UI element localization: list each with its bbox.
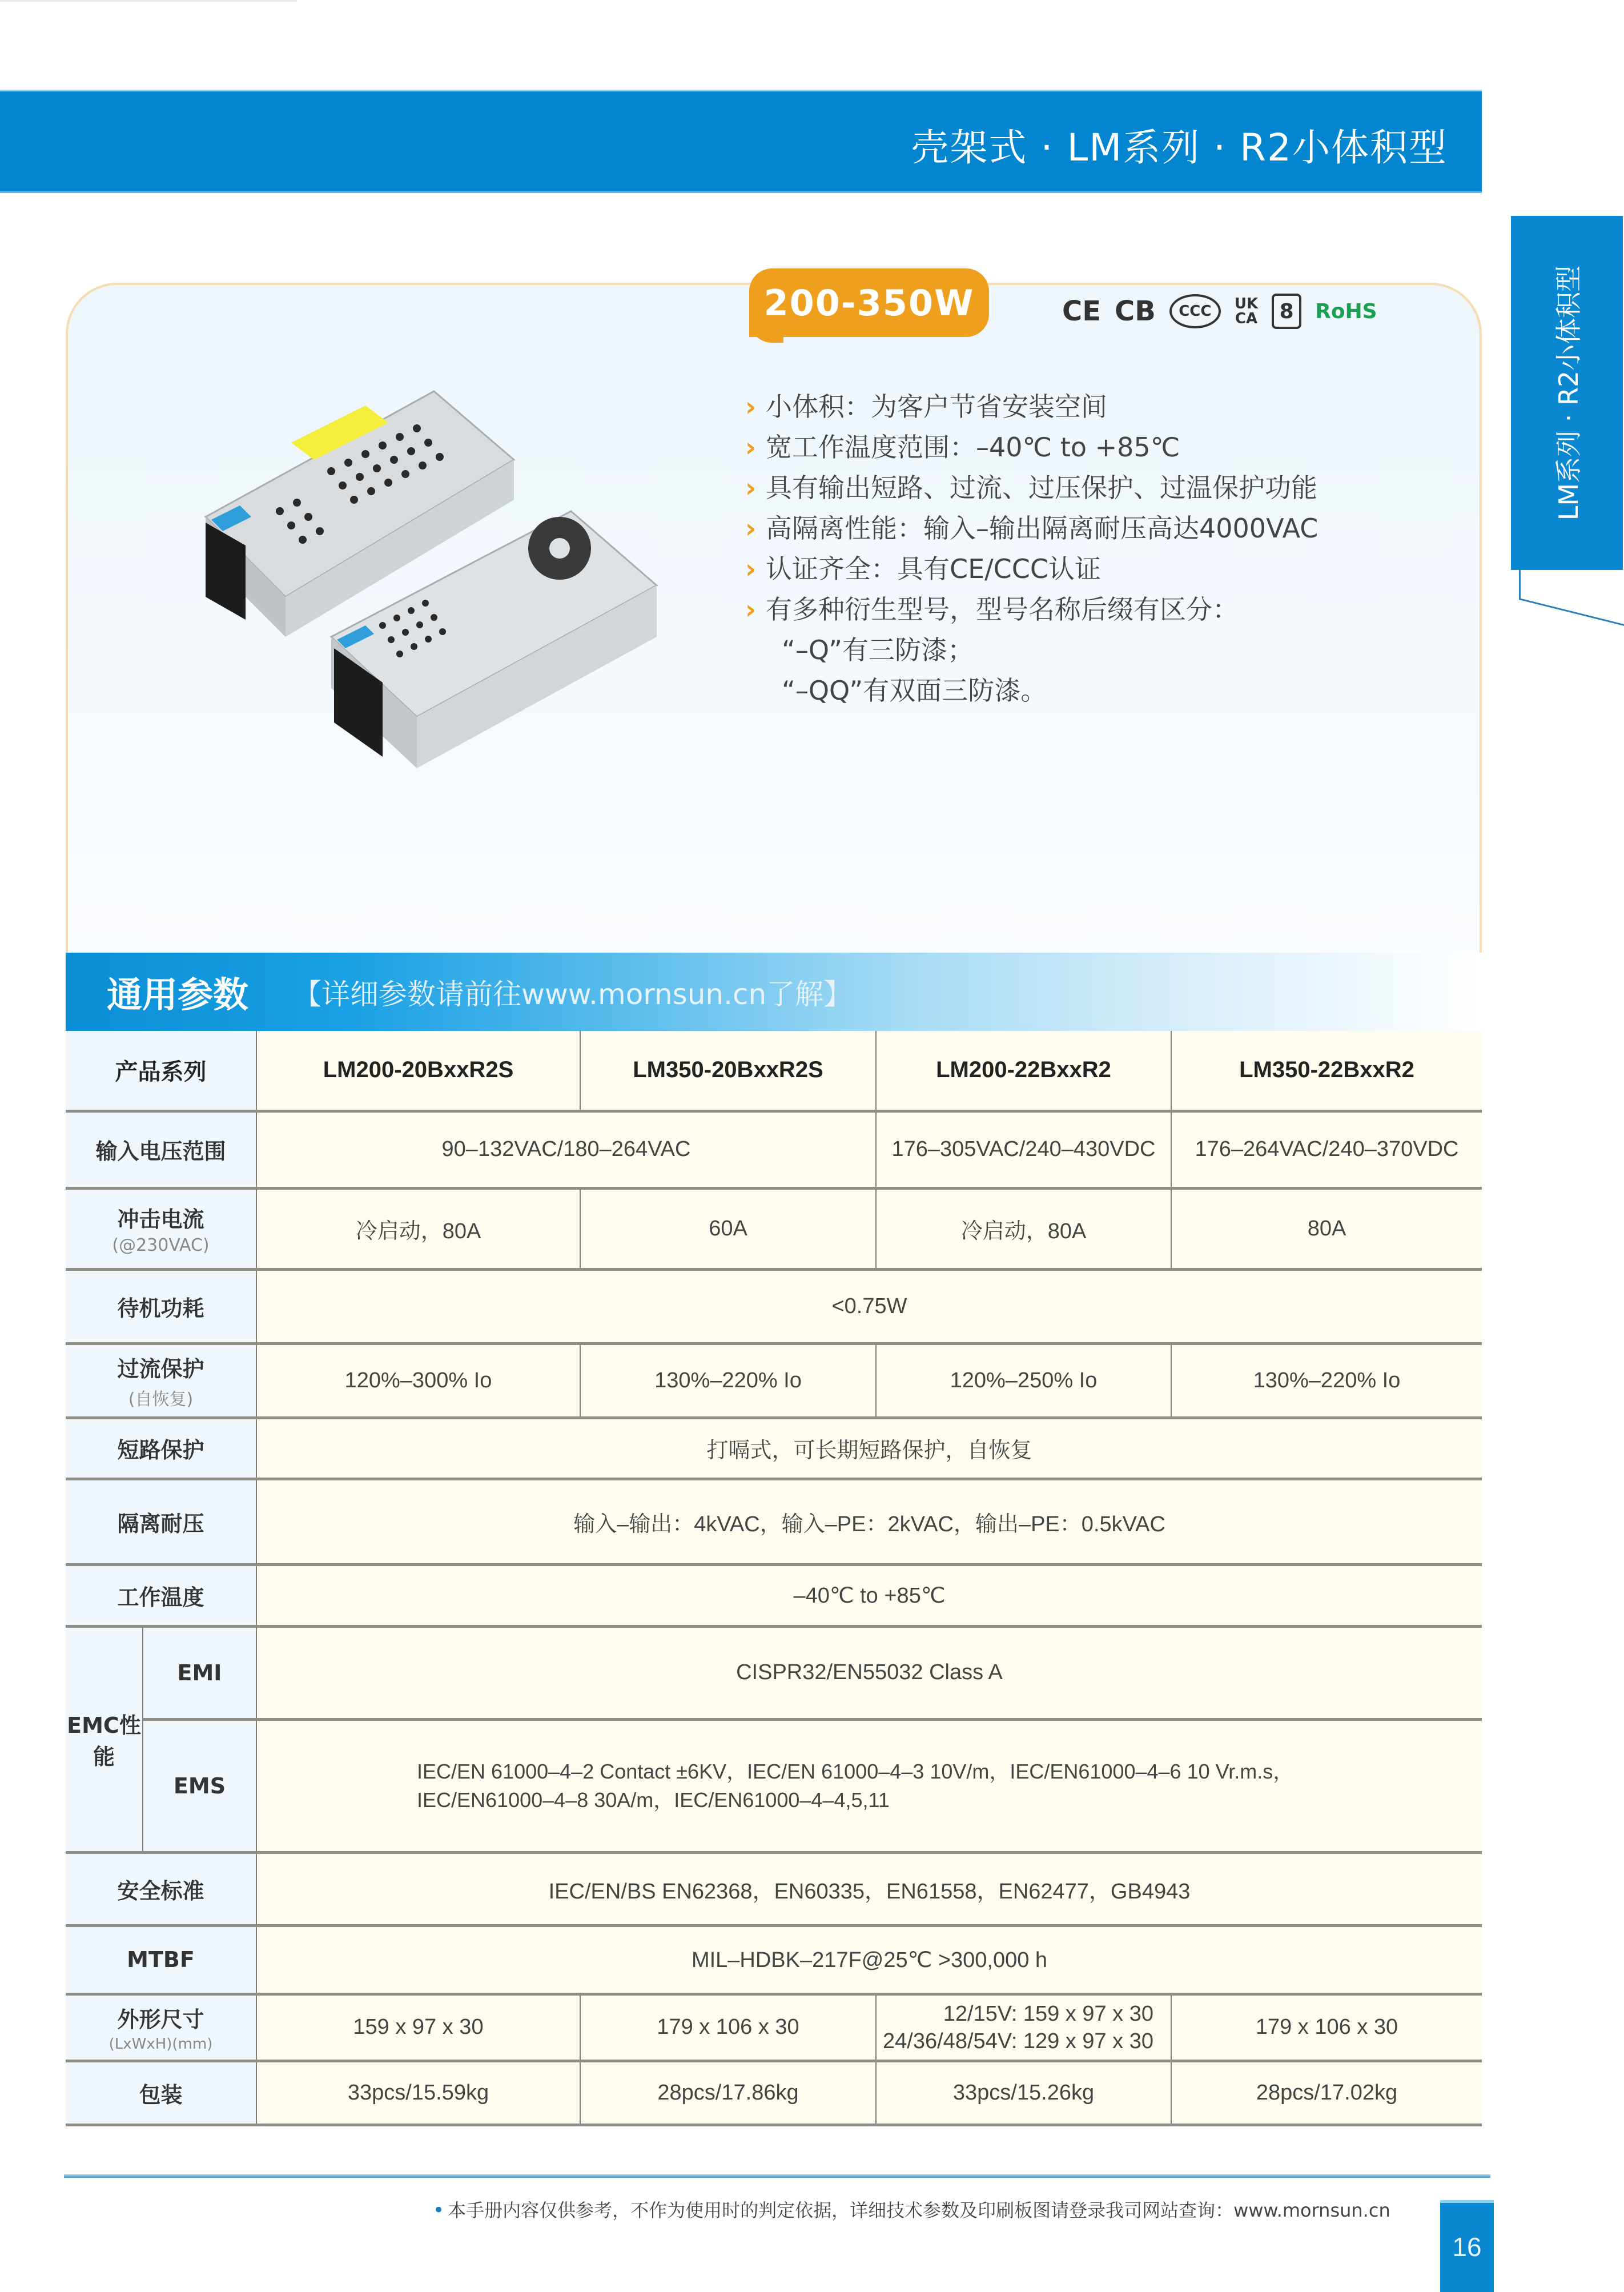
cb-mark-icon: CB: [1115, 295, 1156, 327]
feature-item: [745, 589, 1318, 630]
feature-text: 认证齐全：具有CE/CCC认证: [766, 553, 1102, 584]
page-number: 16: [1440, 2200, 1494, 2292]
table-cell: 冷启动，80A: [876, 1188, 1171, 1269]
model-cell: LM200-20BxxR2S: [256, 1031, 580, 1111]
table-cell: 176–264VAC/240–370VDC: [1171, 1111, 1482, 1188]
table-row-operating-temp: [66, 1564, 1482, 1626]
row-label: 短路保护: [66, 1418, 256, 1479]
feature-item: [745, 427, 1318, 468]
row-label: 待机功耗: [66, 1269, 256, 1343]
dimension-line: 24/36/48/54V: 129 x 97 x 30: [883, 2029, 1153, 2053]
table-cell: [876, 1994, 1171, 2061]
feature-text: 高隔离性能：输入–输出隔离耐压高达4000VAC: [766, 513, 1319, 544]
feature-item: [745, 508, 1318, 549]
ce-mark-icon: CE: [1062, 295, 1102, 327]
row-label-main: 冲击电流: [117, 1207, 204, 1232]
power-range-badge: 200-350W: [749, 268, 989, 337]
footer-text: 本手册内容仅供参考，不作为使用时的判定依据，详细技术参数及印刷板图请登录我司网站查询：www.mornsun.cn: [448, 2199, 1390, 2221]
chevron-right-icon: ›: [745, 391, 756, 422]
row-label-sub: (自恢复): [128, 1389, 194, 1410]
row-label: 工作温度: [66, 1564, 256, 1626]
feature-text: 具有输出短路、过流、过压保护、过温保护功能: [766, 472, 1317, 503]
ems-line: IEC/EN61000–4–8 30A/m，IEC/EN61000–4–4,5,11: [417, 1788, 890, 1812]
table-row-packaging: [66, 2061, 1482, 2125]
row-label: [66, 1188, 256, 1269]
row-label: 产品系列: [66, 1031, 256, 1111]
table-cell: 输入–输出：4kVAC，输入–PE：2kVAC，输出–PE：0.5kVAC: [256, 1479, 1482, 1564]
table-cell: 179 x 106 x 30: [1171, 1994, 1482, 2061]
row-label-sub: (LxWxH)(mm): [108, 2036, 213, 2053]
table-cell: 60A: [580, 1188, 876, 1269]
feature-list: [745, 387, 1318, 711]
chevron-right-icon: ›: [745, 594, 756, 625]
table-cell: 130%–220% Io: [580, 1343, 876, 1418]
table-cell: 120%–300% Io: [256, 1343, 580, 1418]
row-label: [66, 1994, 256, 2061]
table-row-emi: [66, 1626, 1482, 1719]
table-row-models: [66, 1031, 1482, 1111]
bullet-icon: •: [433, 2199, 445, 2222]
table-cell: 130%–220% Io: [1171, 1343, 1482, 1418]
table-cell: <0.75W: [256, 1269, 1482, 1343]
table-cell: 打嗝式，可长期短路保护，自恢复: [256, 1418, 1482, 1479]
ukca-mark-icon: [1235, 296, 1258, 326]
feature-item: [745, 468, 1318, 508]
chevron-right-icon: ›: [745, 513, 756, 544]
table-cell: MIL–HDBK–217F@25℃ >300,000 h: [256, 1925, 1482, 1994]
row-label: 包装: [66, 2061, 256, 2125]
table-cell: 159 x 97 x 30: [256, 1994, 580, 2061]
product-image: [194, 380, 662, 814]
table-row-input-voltage: [66, 1111, 1482, 1188]
table-cell: 28pcs/17.02kg: [1171, 2061, 1482, 2125]
feature-text: 小体积：为客户节省安装空间: [766, 391, 1107, 422]
s-mark-icon: 8: [1272, 294, 1301, 329]
chevron-right-icon: ›: [745, 553, 756, 584]
table-cell: 120%–250% Io: [876, 1343, 1171, 1418]
table-row-inrush-current: [66, 1188, 1482, 1269]
table-row-ems: [66, 1719, 1482, 1852]
table-cell: 90–132VAC/180–264VAC: [256, 1111, 876, 1188]
dimension-line: 12/15V: 159 x 97 x 30: [943, 2001, 1153, 2026]
feature-sub-item: “–Q”有三防漆；: [782, 635, 974, 665]
spec-section-title: 通用参数: [107, 974, 249, 1015]
footer-divider: [64, 2174, 1490, 2178]
feature-sub-item: “–QQ”有双面三防漆。: [782, 675, 1047, 706]
model-cell: LM350-22BxxR2: [1171, 1031, 1482, 1111]
model-cell: LM350-20BxxR2S: [580, 1031, 876, 1111]
certification-icons: [1062, 291, 1377, 331]
row-label: MTBF: [66, 1925, 256, 1994]
chevron-right-icon: ›: [745, 432, 756, 463]
table-cell: –40℃ to +85℃: [256, 1564, 1482, 1626]
table-cell: 33pcs/15.59kg: [256, 2061, 580, 2125]
table-cell: 80A: [1171, 1188, 1482, 1269]
table-cell: [256, 1719, 1482, 1852]
ccc-mark-icon: CCC: [1169, 294, 1221, 328]
table-cell: 28pcs/17.86kg: [580, 2061, 876, 2125]
ukca-top: UK: [1234, 295, 1259, 312]
spec-table: [66, 1031, 1482, 2126]
feature-item: [745, 549, 1318, 589]
table-cell: 33pcs/15.26kg: [876, 2061, 1171, 2125]
row-label: [66, 1343, 256, 1418]
table-cell: 176–305VAC/240–430VDC: [876, 1111, 1171, 1188]
row-label: 输入电压范围: [66, 1111, 256, 1188]
row-label: EMC性能: [66, 1626, 143, 1852]
model-cell: LM200-22BxxR2: [876, 1031, 1171, 1111]
feature-text: 宽工作温度范围：–40℃ to +85℃: [766, 432, 1180, 463]
footer-disclaimer: [433, 2196, 1390, 2222]
top-divider: [0, 0, 297, 2]
table-cell: 冷启动，80A: [256, 1188, 580, 1269]
table-row-over-current: [66, 1343, 1482, 1418]
table-row-isolation: [66, 1479, 1482, 1564]
row-label-main: 过流保护: [117, 1356, 204, 1382]
ukca-bottom: CA: [1235, 310, 1258, 327]
feature-text: 有多种衍生型号，型号名称后缀有区分：: [766, 594, 1239, 625]
table-row-dimensions: [66, 1994, 1482, 2061]
table-row-short-circuit: [66, 1418, 1482, 1479]
table-cell: CISPR32/EN55032 Class A: [256, 1626, 1482, 1719]
ems-line: IEC/EN 61000–4–2 Contact ±6KV，IEC/EN 61000–4–3 10V/m，IEC/EN61000–4–6 10 Vr.m.s，: [417, 1759, 1294, 1783]
chevron-right-icon: ›: [745, 472, 756, 503]
side-tab[interactable]: [1511, 216, 1623, 570]
row-label: 隔离耐压: [66, 1479, 256, 1564]
row-sublabel: EMI: [143, 1626, 256, 1719]
table-cell: IEC/EN/BS EN62368，EN60335，EN61558，EN62477，GB4943: [256, 1852, 1482, 1925]
side-tab-label: LM系列 · R2小体积型: [1553, 265, 1584, 521]
row-sublabel: EMS: [143, 1719, 256, 1852]
table-row-mtbf: [66, 1925, 1482, 1994]
spec-section-header: [66, 953, 1482, 1031]
row-label-sub: (@230VAC): [112, 1235, 210, 1255]
header-band: [0, 90, 1482, 193]
spec-section-link-note[interactable]: 【详细参数请前往www.mornsun.cn了解】: [293, 977, 853, 1011]
table-row-standby-power: [66, 1269, 1482, 1343]
page-title: 壳架式 · LM系列 · R2小体积型: [911, 126, 1448, 170]
rohs-mark-icon: RoHS: [1315, 299, 1377, 323]
row-label-main: 外形尺寸: [117, 2007, 204, 2032]
table-cell: 179 x 106 x 30: [580, 1994, 876, 2061]
table-row-safety: [66, 1852, 1482, 1925]
row-label: 安全标准: [66, 1852, 256, 1925]
feature-item: [745, 387, 1318, 427]
